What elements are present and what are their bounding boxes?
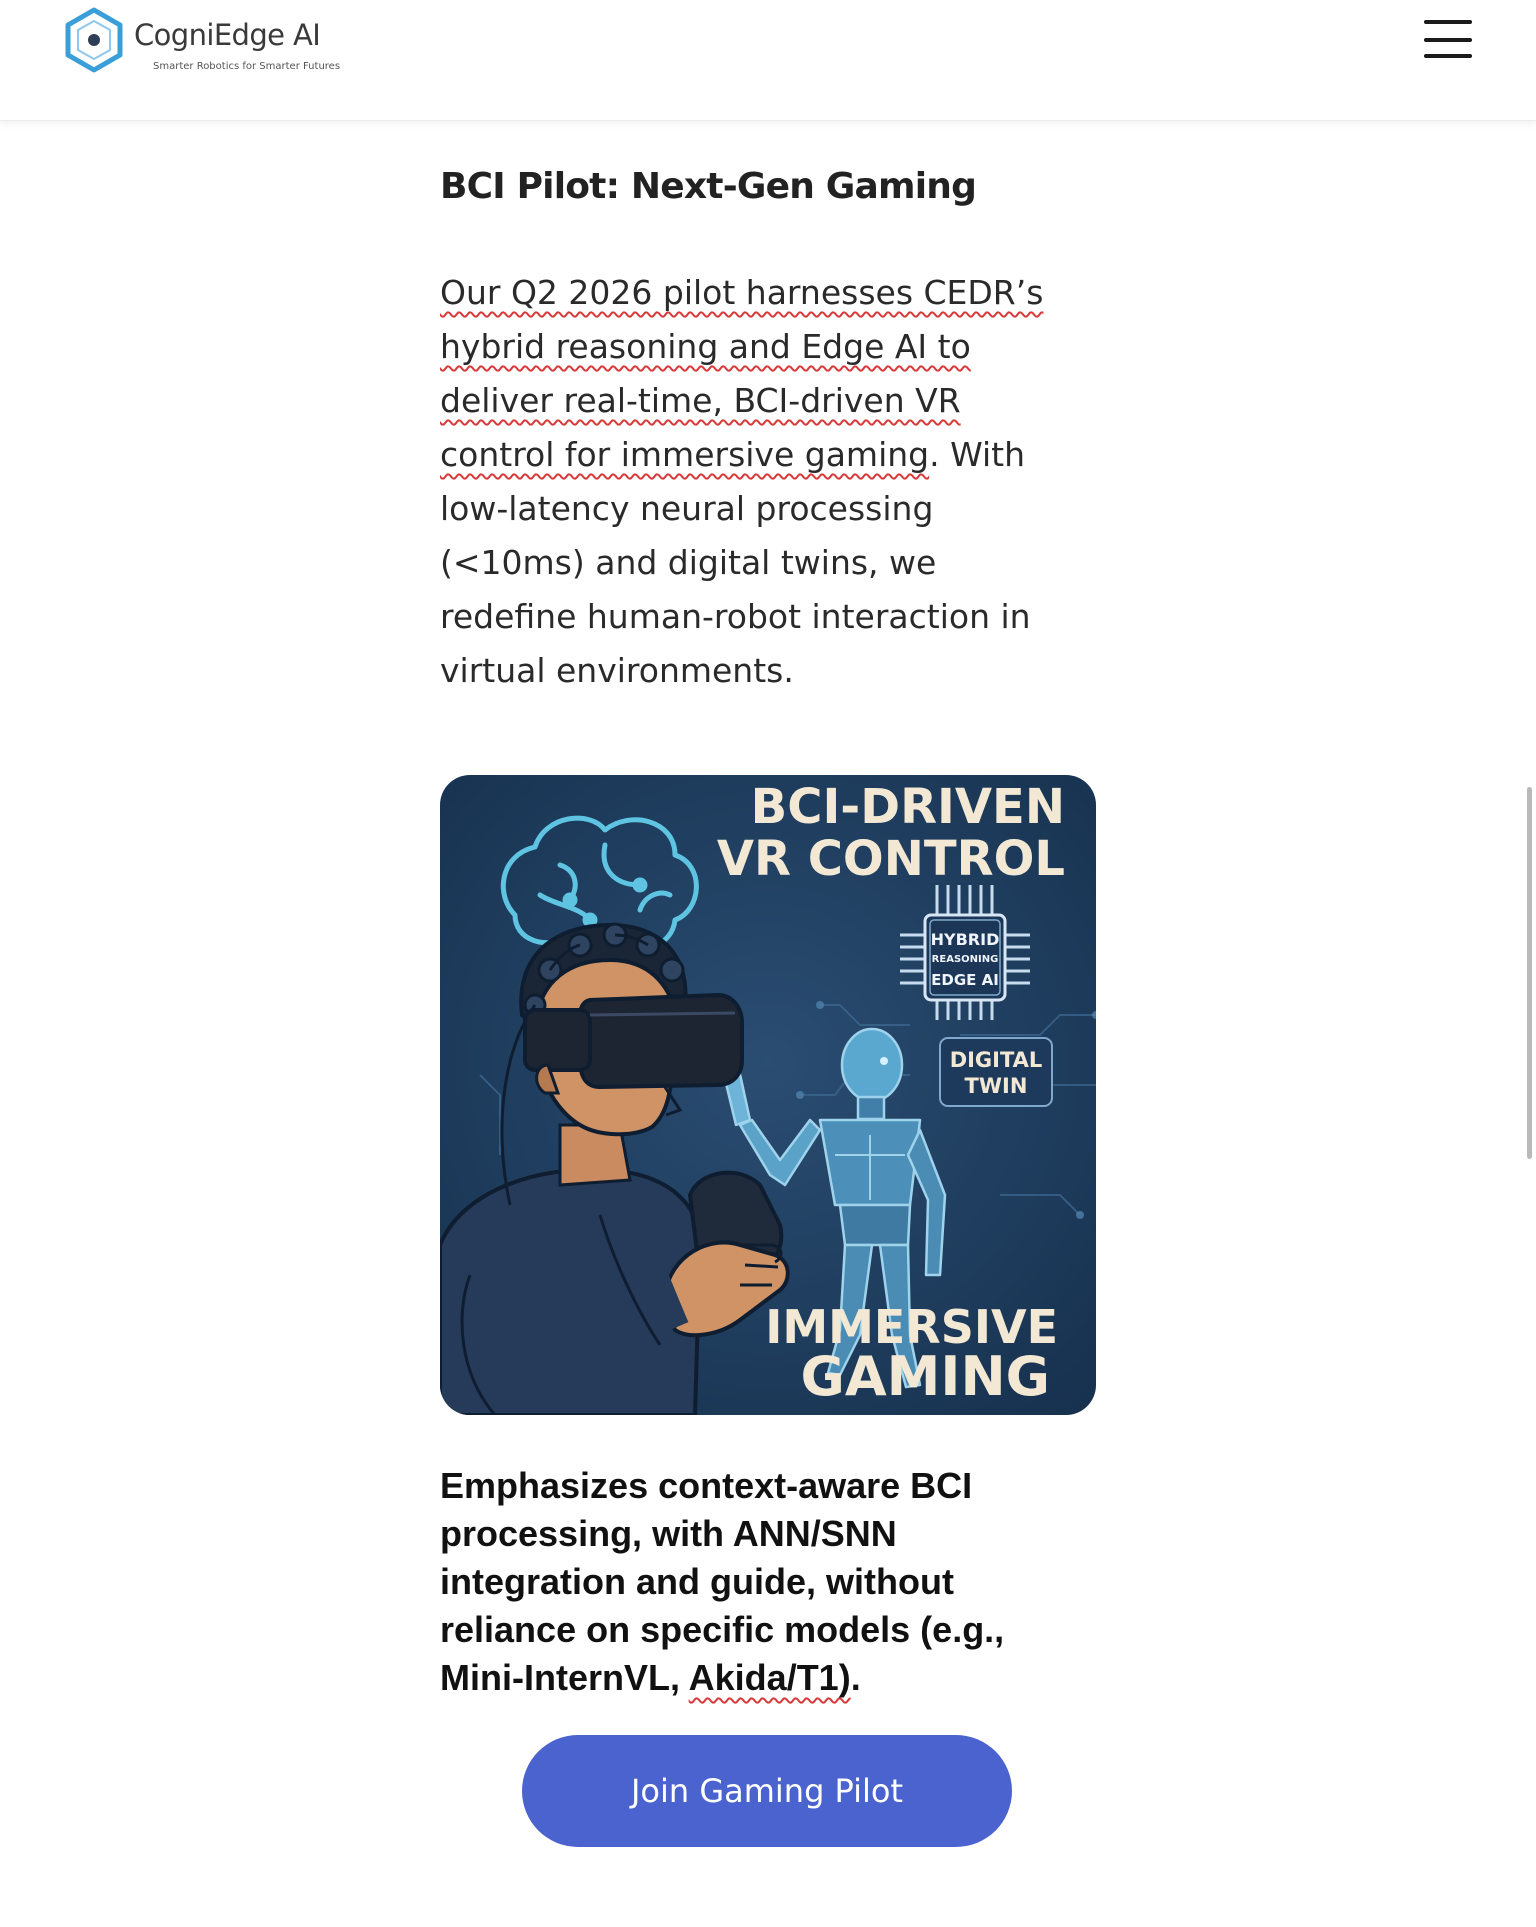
scrollbar-thumb[interactable] xyxy=(1527,787,1532,1159)
paragraph-line xyxy=(440,320,1080,374)
hexagon-logo-icon xyxy=(62,4,126,74)
paragraph-line xyxy=(440,266,1080,320)
spellcheck-marked-text: deliver real-time, BCI-driven VR xyxy=(440,381,961,420)
spellcheck-marked-text: hybrid reasoning and Edge AI to xyxy=(440,327,971,366)
logo-name: CogniEdge AI xyxy=(134,18,321,52)
svg-text:DIGITAL: DIGITAL xyxy=(949,1048,1043,1072)
caption-line: processing, with ANN/SNN xyxy=(440,1513,897,1554)
site-header xyxy=(0,0,1536,121)
paragraph-line xyxy=(440,374,1080,428)
hero-illustration xyxy=(440,775,1096,1415)
svg-text:EDGE AI: EDGE AI xyxy=(931,971,999,989)
hero-bottom-line2: GAMING xyxy=(800,1345,1050,1408)
spellcheck-marked-text: Our Q2 2026 pilot harnesses CEDR’s xyxy=(440,273,1044,312)
hamburger-menu-icon[interactable] xyxy=(1416,18,1472,62)
caption-line: Mini-InternVL, Akida/T1). xyxy=(440,1657,861,1698)
caption-line: Emphasizes context-aware BCI xyxy=(440,1465,973,1506)
paragraph-line: (<10ms) and digital twins, we xyxy=(440,543,937,582)
image-caption xyxy=(440,1462,1080,1702)
intro-paragraph xyxy=(440,266,1080,698)
hero-title-line1: BCI-DRIVEN xyxy=(750,779,1065,835)
digital-twin-badge xyxy=(940,1038,1052,1106)
section-heading: BCI Pilot: Next-Gen Gaming xyxy=(440,166,977,207)
svg-text:TWIN: TWIN xyxy=(964,1074,1028,1098)
svg-text:HYBRID: HYBRID xyxy=(930,930,1000,949)
paragraph-line: redefine human-robot interaction in xyxy=(440,597,1031,636)
paragraph-line: virtual environments. xyxy=(440,651,794,690)
logo-tagline: Smarter Robotics for Smarter Futures xyxy=(153,61,341,72)
join-gaming-pilot-button[interactable]: Join Gaming Pilot xyxy=(522,1735,1012,1847)
site-logo[interactable] xyxy=(62,4,362,74)
svg-text:REASONING: REASONING xyxy=(931,954,999,965)
paragraph-line: low-latency neural processing xyxy=(440,489,934,528)
caption-line: integration and guide, without xyxy=(440,1561,954,1602)
hero-title-line2: VR CONTROL xyxy=(716,831,1065,887)
spellcheck-marked-text: Akida/T1) xyxy=(688,1657,851,1698)
paragraph-line: control for immersive gaming. With xyxy=(440,435,1026,474)
hero-bottom-line1: IMMERSIVE xyxy=(765,1300,1058,1354)
spellcheck-marked-text: control for immersive gaming xyxy=(440,435,930,474)
caption-line: reliance on specific models (e.g., xyxy=(440,1609,1005,1650)
